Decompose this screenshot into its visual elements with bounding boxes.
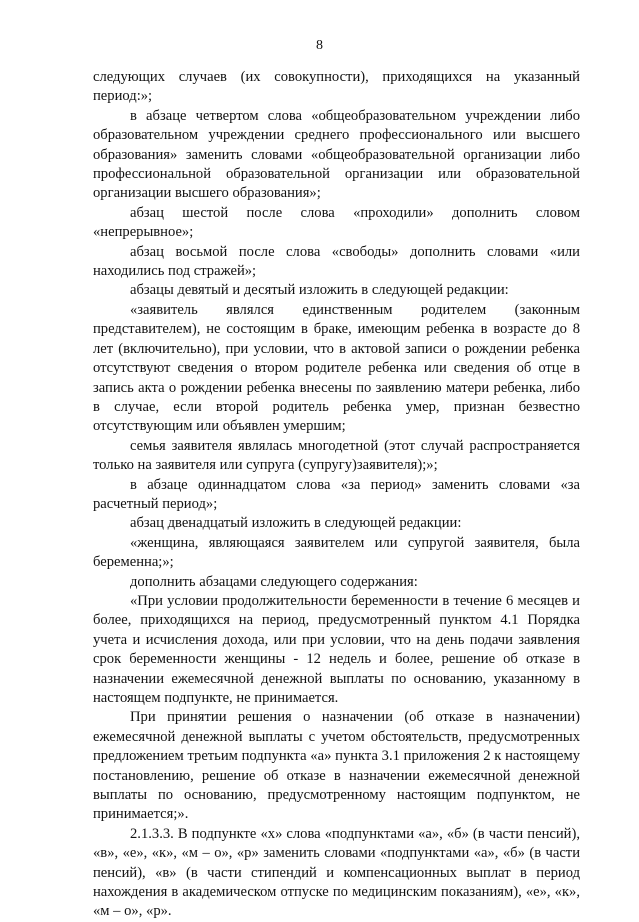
paragraph: дополнить абзацами следующего содержания:	[130, 573, 418, 590]
paragraph: абзац восьмой после слова «свободы» дополнить словами «или находились под стражей»;	[93, 243, 580, 280]
paragraph: При принятии решения о назначении (об отказе в назначении) ежемесячной денежной выплаты с учетом обстоятельств, предусмотренных предложением третьим подпункта «а» пункта 3.1 приложения 2 к настоящему постановлению, решение об отказе в назначении ежемесячной денежной выплаты по основанию, предусмотренному настоящим подпунктом, не принимается;».	[93, 709, 580, 823]
paragraph: абзац шестой после слова «проходили» дополнить словом «непрерывное»;	[93, 204, 580, 241]
page-number: 8	[316, 38, 323, 53]
paragraph: семья заявителя являлась многодетной (этот случай распространяется только на заявителя или супруга (супругу)заявителя);»;	[93, 437, 580, 474]
paragraph: абзацы девятый и десятый изложить в следующей редакции:	[130, 282, 509, 299]
document-body	[93, 68, 580, 922]
paragraph: абзац двенадцатый изложить в следующей редакции:	[130, 515, 462, 532]
paragraph: «При условии продолжительности беременности в течение 6 месяцев и более, приходящихся на период, предусмотренный пунктом 4.1 Порядка учета и исчисления дохода, или при условии, что на день подачи заявления срок беременности женщины - 12 недель и более, решение об отказе в назначении ежемесячной денежной выплаты по основанию, указанному в настоящем подпункте, не принимается.	[93, 592, 580, 706]
paragraph: в абзаце четвертом слова «общеобразовательном учреждении либо образовательном учреждении среднего профессионального или высшего образования» заменить словами «общеобразовательной организации либо профессиональной образовательной организации или образовательной организации высшего образования»;	[93, 107, 580, 202]
paragraph: следующих случаев (их совокупности), приходящихся на указанный период:»;	[93, 69, 580, 105]
paragraph: в абзаце одиннадцатом слова «за период» заменить словами «за расчетный период»;	[93, 476, 580, 512]
paragraph: 2.1.3.3. В подпункте «х» слова «подпунктами «а», «б» (в части пенсий), «в», «е», «к», «м – о», «р» заменить словами «подпунктами «а», «б» (в части пенсий), «в» (в части стипендий и компенсационных выплат в период нахождения в академическом отпуске по медицинским показаниям), «е», «к», «м – о», «р».	[93, 825, 580, 920]
paragraph: «женщина, являющаяся заявителем или супругой заявителя, была беременна;»;	[93, 534, 580, 571]
paragraph: «заявитель являлся единственным родителем (законным представителем), не состоящим в браке, имеющим ребенка в возрасте до 8 лет (включительно), при условии, что в актовой записи о рождении ребенка отсутствуют сведения о втором родителе ребенка или сведения об отце в запись акта о рождении ребенка внесены по заявлению матери ребенка, либо в случае, если второй родитель ребенка умер, признан безвестно отсутствующим или объявлен умершим;	[93, 301, 580, 435]
